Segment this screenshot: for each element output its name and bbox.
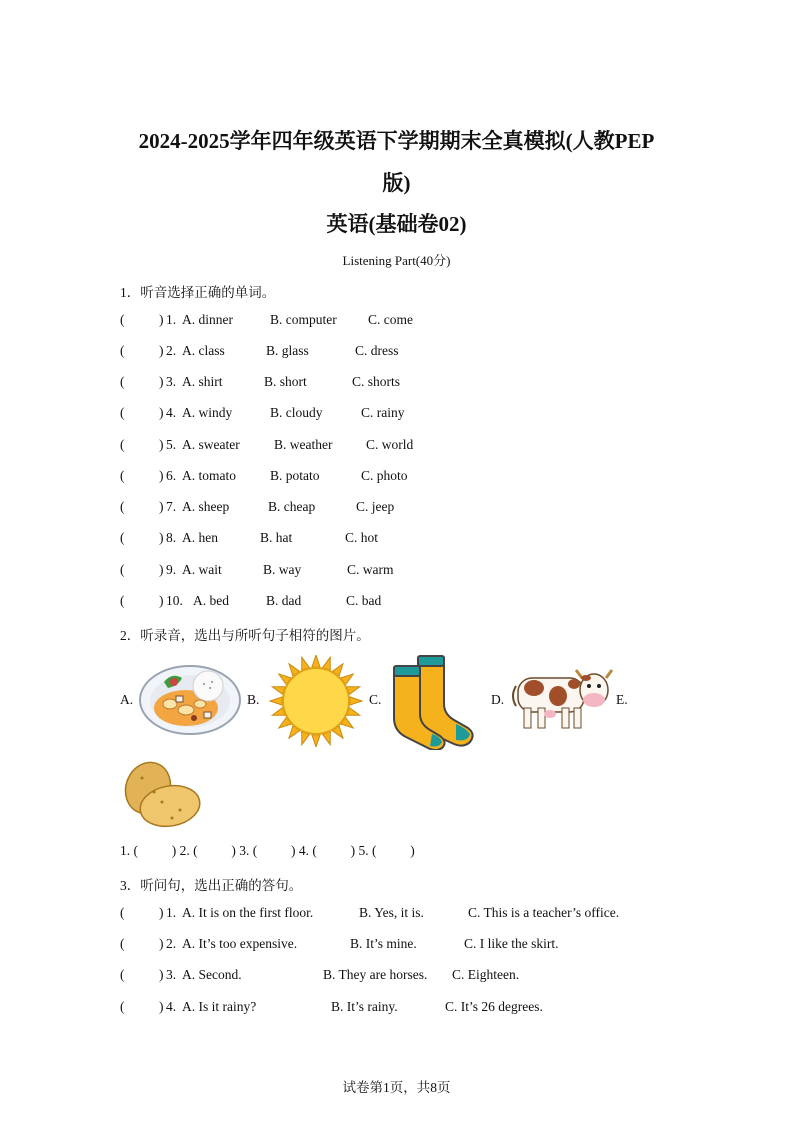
answer-blank-close: ) xyxy=(159,343,164,358)
option-c: C. Eighteen. xyxy=(452,967,520,982)
question-number: 3. xyxy=(166,374,177,389)
picture-label-e: E. xyxy=(616,692,628,707)
option-a: A. bed xyxy=(193,593,229,608)
question-number: 10. xyxy=(166,593,183,608)
picture-label-c: C. xyxy=(369,692,382,707)
answer-blank-close: ) xyxy=(159,936,164,951)
section2-answer-line: 1. ( ) 2. ( ) 3. ( ) 4. ( ) 5. ( ) xyxy=(120,843,415,858)
option-a: A. sheep xyxy=(182,499,230,514)
option-a: A. hen xyxy=(182,530,218,545)
question-number: 8. xyxy=(166,530,177,545)
answer-blank-open: ( xyxy=(120,905,125,920)
option-b: B. short xyxy=(264,374,307,389)
option-a: A. It’s too expensive. xyxy=(182,936,298,951)
meal-plate-picture xyxy=(138,660,242,736)
answer-blank-close: ) xyxy=(159,312,164,327)
socks-picture xyxy=(388,650,484,750)
picture-label-b: B. xyxy=(247,692,260,707)
answer-blank-close: ) xyxy=(159,405,164,420)
option-a: A. Second. xyxy=(182,967,242,982)
question-number: 4. xyxy=(166,405,177,420)
answer-blank-open: ( xyxy=(120,999,125,1014)
potatoes-picture xyxy=(118,760,202,830)
answer-blank-close: ) xyxy=(159,562,164,577)
page-title-line1: 2024-2025学年四年级英语下学期期末全真模拟(人教PEP xyxy=(138,129,655,153)
answer-blank-open: ( xyxy=(120,593,125,608)
sun-ray xyxy=(350,697,362,705)
option-b: B. It’s rainy. xyxy=(331,999,398,1014)
option-b: B. It’s mine. xyxy=(350,936,417,951)
question-number: 1. xyxy=(166,905,177,920)
question-number: 4. xyxy=(166,999,177,1014)
option-b: B. cloudy xyxy=(270,405,323,420)
answer-blank-close: ) xyxy=(159,437,164,452)
option-c: C. world xyxy=(366,437,414,452)
option-c: C. This is a teacher’s office. xyxy=(468,905,620,920)
question-number: 6. xyxy=(166,468,177,483)
answer-blank-open: ( xyxy=(120,562,125,577)
answer-blank-close: ) xyxy=(159,468,164,483)
page-subtitle: 英语(基础卷02) xyxy=(326,212,467,236)
option-c: C. dress xyxy=(355,343,399,358)
answer-blank-close: ) xyxy=(159,967,164,982)
cow-picture xyxy=(510,664,614,732)
answer-blank-open: ( xyxy=(120,437,125,452)
option-b: B. They are horses. xyxy=(323,967,428,982)
answer-blank-close: ) xyxy=(159,374,164,389)
option-c: C. shorts xyxy=(352,374,401,389)
question-number: 2. xyxy=(166,343,177,358)
answer-blank-open: ( xyxy=(120,343,125,358)
section2-heading: 2．听录音，选出与所听句子相符的图片。 xyxy=(120,628,370,643)
option-c: C. jeep xyxy=(356,499,395,514)
picture-label-d: D. xyxy=(491,692,505,707)
answer-blank-close: ) xyxy=(159,593,164,608)
page-title-line2: 版) xyxy=(382,171,411,195)
option-b: B. hat xyxy=(260,530,293,545)
question-number: 7. xyxy=(166,499,177,514)
option-a: A. dinner xyxy=(182,312,233,327)
answer-blank-open: ( xyxy=(120,967,125,982)
question-number: 5. xyxy=(166,437,177,452)
option-b: B. cheap xyxy=(268,499,316,514)
page-footer: 试卷第1页，共8页 xyxy=(342,1080,451,1095)
question-number: 1. xyxy=(166,312,177,327)
answer-blank-open: ( xyxy=(120,374,125,389)
answer-blank-open: ( xyxy=(120,405,125,420)
option-c: C. rainy xyxy=(361,405,405,420)
option-b: B. weather xyxy=(274,437,333,452)
option-a: A. tomato xyxy=(182,468,236,483)
option-a: A. class xyxy=(182,343,225,358)
option-b: B. glass xyxy=(266,343,309,358)
option-b: B. Yes, it is. xyxy=(359,905,424,920)
question-number: 9. xyxy=(166,562,177,577)
listening-part-label: Listening Part(40分) xyxy=(342,253,451,268)
answer-blank-close: ) xyxy=(159,499,164,514)
option-b: B. potato xyxy=(270,468,320,483)
answer-blank-open: ( xyxy=(120,312,125,327)
answer-blank-open: ( xyxy=(120,936,125,951)
section3-heading: 3．听问句，选出正确的答句。 xyxy=(120,878,303,893)
option-c: C. I like the skirt. xyxy=(464,936,559,951)
option-c: C. bad xyxy=(346,593,382,608)
option-a: A. sweater xyxy=(182,437,240,452)
question-number: 2. xyxy=(166,936,177,951)
question-number: 3. xyxy=(166,967,177,982)
option-a: A. It is on the first floor. xyxy=(182,905,314,920)
answer-blank-close: ) xyxy=(159,905,164,920)
sun-ray xyxy=(312,655,320,667)
option-c: C. warm xyxy=(347,562,394,577)
answer-blank-open: ( xyxy=(120,468,125,483)
section1-heading: 1．听音选择正确的单词。 xyxy=(120,285,276,300)
option-c: C. photo xyxy=(361,468,408,483)
option-c: C. It’s 26 degrees. xyxy=(445,999,543,1014)
sun-picture xyxy=(266,655,366,747)
option-c: C. hot xyxy=(345,530,379,545)
option-b: B. way xyxy=(263,562,302,577)
option-a: A. wait xyxy=(182,562,222,577)
picture-label-a: A. xyxy=(120,692,134,707)
answer-blank-close: ) xyxy=(159,530,164,545)
answer-blank-open: ( xyxy=(120,530,125,545)
sun-ray xyxy=(270,697,282,705)
option-a: A. windy xyxy=(182,405,233,420)
option-a: A. Is it rainy? xyxy=(182,999,257,1014)
sun-ray xyxy=(312,735,320,747)
option-b: B. dad xyxy=(266,593,302,608)
option-b: B. computer xyxy=(270,312,337,327)
option-c: C. come xyxy=(368,312,413,327)
option-a: A. shirt xyxy=(182,374,223,389)
answer-blank-close: ) xyxy=(159,999,164,1014)
answer-blank-open: ( xyxy=(120,499,125,514)
